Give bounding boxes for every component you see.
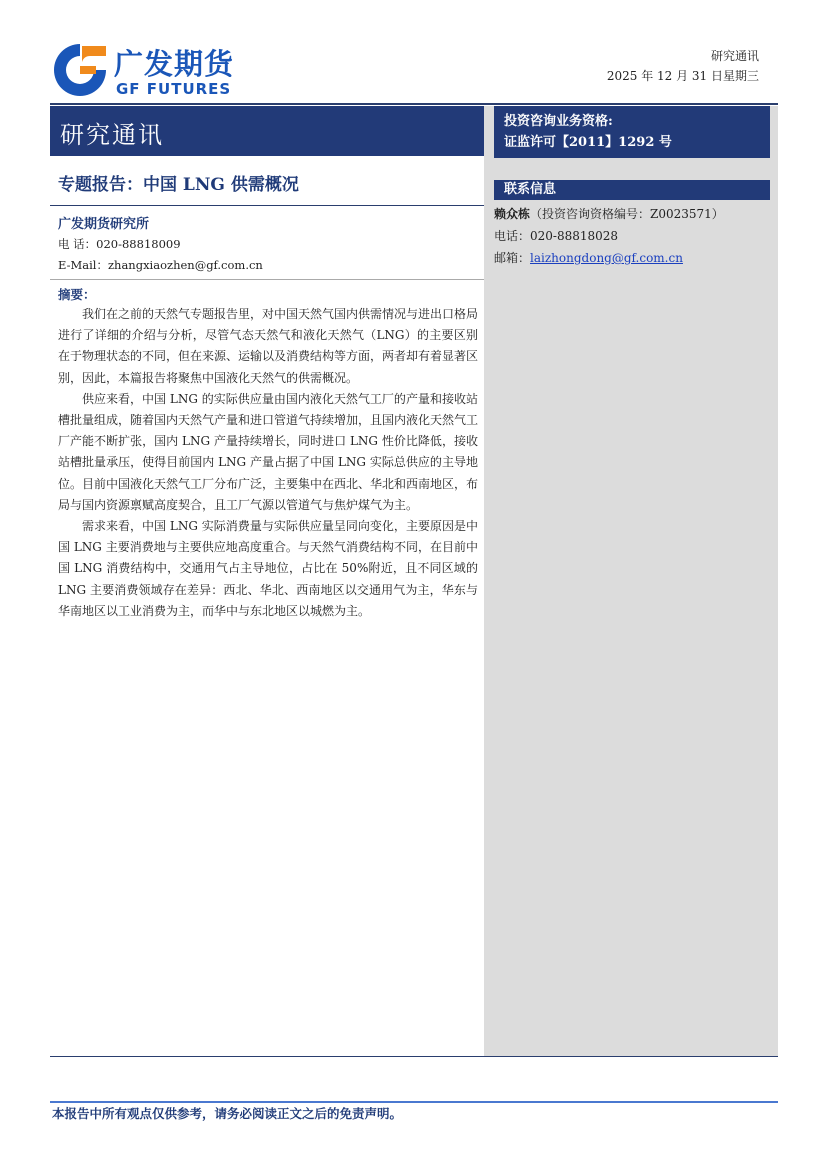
institute-email: E-Mail：zhangxiaozhen@gf.com.cn [58, 258, 263, 272]
footer-divider [50, 1101, 778, 1103]
report-title: 专题报告：中国 LNG 供需概况 [58, 175, 299, 195]
institute-phone: 电 话：020-88818009 [58, 237, 181, 251]
abstract-paragraph: 需求来看，中国 LNG 实际消费量与实际供应量呈同向变化，主要原因是中国 LNG 主要消费地与主要供应地高度重合。与天然气消费结构不同，在目前中国 LNG 消费结构中，交通用气占主导地位，占比在 50%附近，且不同区域的 LNG 主要消费领域存在差异：西北、华北、西南地区以交通用气为主，华东与华南地区以工业消费为主，而华中与东北地区以城燃为主。 [58, 519, 478, 618]
doc-type: 研究通讯 [710, 49, 759, 63]
abstract-body [58, 304, 478, 622]
analyst-line [494, 203, 724, 225]
analyst-contact [494, 203, 724, 269]
bottom-divider [50, 1056, 778, 1057]
logo-cn-text: 广发期货 [114, 47, 235, 81]
section-title: 研究通讯 [60, 121, 164, 149]
abstract-paragraph: 供应来看，中国 LNG 的实际供应量由国内液化天然气工厂的产量和接收站槽批量组成，随着国内天然气产量和进口管道气持续增加，且国内液化天然气工厂产能不断扩张，国内 LNG 产量持续增长，同时进口 LNG 性价比降低，接收站槽批量承压，使得目前国内 LNG 产量占据了中国 LNG 实际总供应的主导地位。目前中国液化天然气工厂分布广泛，主要集中在西北、华北和西南地区，布局与国内资源禀赋高度契合，且工厂气源以管道气与焦炉煤气为主。 [58, 391, 479, 512]
gf-futures-logo [50, 40, 260, 100]
institute-name: 广发期货研究所 [58, 217, 150, 232]
analyst-name: 赖众栋 [494, 207, 531, 221]
analyst-email-link[interactable]: laizhongdong@gf.com.cn [530, 251, 683, 265]
analyst-cert: （投资咨询资格编号：Z0023571） [530, 207, 724, 221]
title-divider [50, 205, 484, 206]
contact-divider [50, 279, 484, 280]
email-label: 邮箱： [494, 251, 531, 265]
report-date: 2025 年 12 月 31 日星期三 [606, 69, 759, 83]
gf-logo-icon [50, 40, 110, 100]
qualification-line1: 投资咨询业务资格: [504, 114, 613, 129]
logo-en-text: GF FUTURES [116, 80, 232, 98]
abstract-paragraph: 我们在之前的天然气专题报告里，对中国天然气国内供需情况与进出口格局进行了详细的介绍与分析，尽管气态天然气和液化天然气（LNG）的主要区别在于物理状态的不同，但在来源、运输以及消费结构等方面，两者却有着显著区别，因此，本篇报告将聚焦中国液化天然气的供需概况。 [58, 307, 479, 385]
institute-contact [58, 234, 263, 276]
contact-heading: 联系信息 [494, 180, 770, 200]
top-divider [50, 103, 778, 105]
header-meta [607, 46, 759, 86]
analyst-email-line [494, 247, 724, 269]
footer-disclaimer: 本报告中所有观点仅供参考，请务必阅读正文之后的免责声明。 [52, 1106, 403, 1121]
qualification-line2: 证监许可【2011】1292 号 [504, 135, 672, 150]
section-title-bar [50, 106, 484, 156]
abstract-heading: 摘要： [58, 287, 96, 302]
qualification-box [494, 106, 770, 158]
analyst-phone: 电话：020-88818028 [494, 229, 619, 243]
